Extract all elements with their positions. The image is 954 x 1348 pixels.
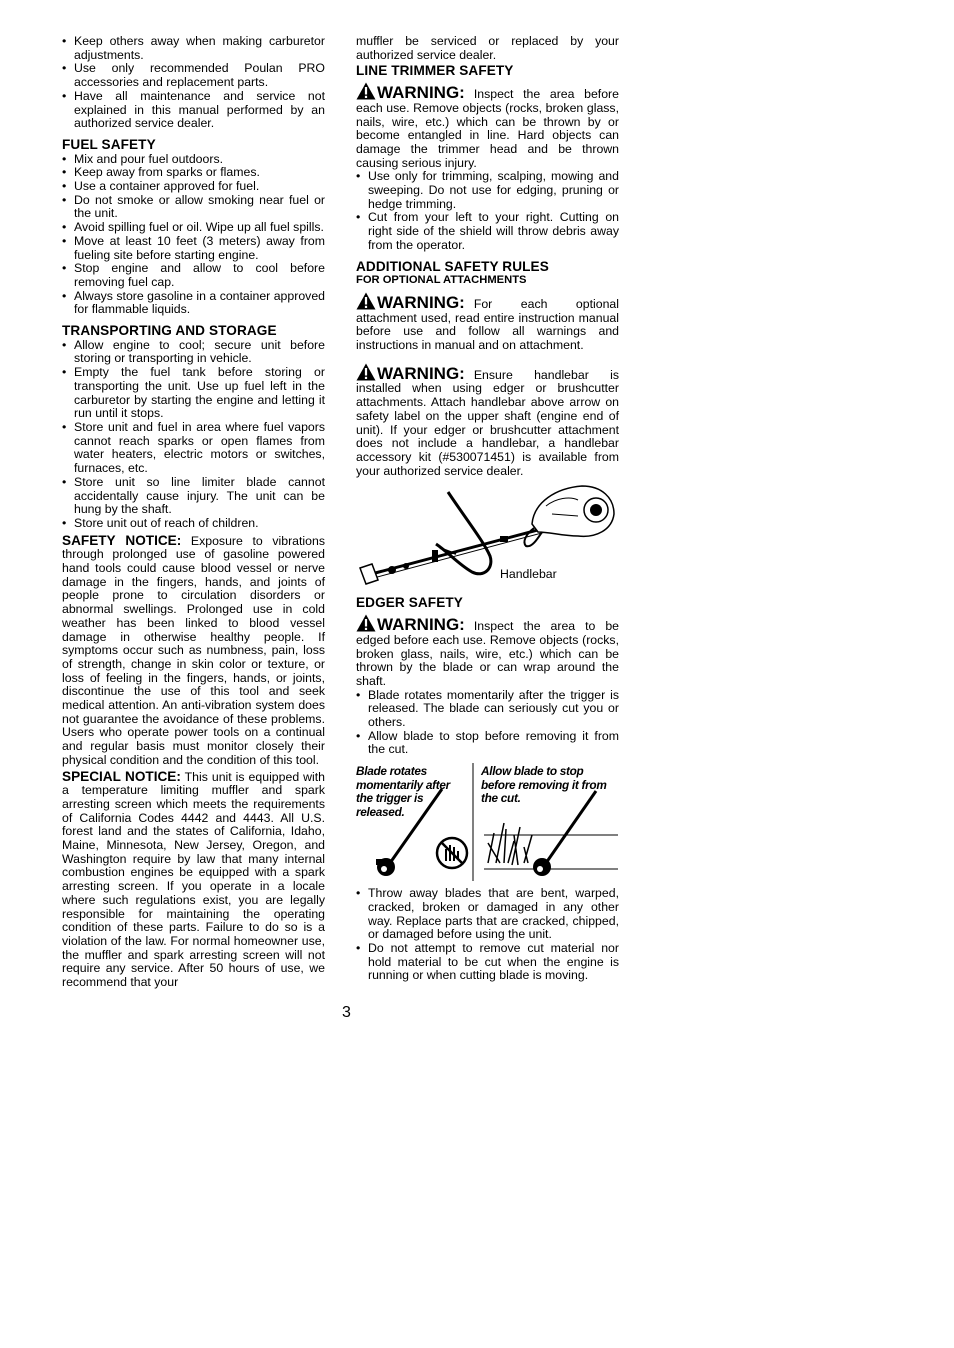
transport-storage-heading: TRANSPORTING AND STORAGE bbox=[62, 323, 277, 339]
list-item: • Have all maintenance and service not explained in this manual performed by an authorized service dealer. bbox=[62, 90, 325, 131]
list-item: • Avoid spilling fuel or oil. Wipe up all fuel spills. bbox=[62, 221, 325, 235]
safety-notice-paragraph bbox=[62, 534, 325, 768]
edger-warning bbox=[356, 614, 619, 689]
handlebar-label: Handlebar bbox=[500, 567, 557, 582]
special-notice-text: This unit is equipped with a temperature limiting muffler and spark arresting screen which meets the requirements of California Codes 4442 and 4443. All U.S. forest land and the states of California, Idaho, Maine, Minnesota, New Jersey, Oregon, and Washington require by law that many internal combustion engines be equipped with a spark arresting screen. If you operate in a locale where such regulations exist, you are legally responsible for maintaining the operating condition of these parts. Failure to do so is a violation of the law. For normal homeowner use, the muffler and spark arresting screen will not require any service. After 50 hours of use, we recommend that your bbox=[62, 769, 326, 990]
list-item: • Do not attempt to remove cut material nor hold material to be cut when the engine is running or when cutting blade is moving. bbox=[356, 942, 619, 983]
intro-bullet-list bbox=[62, 35, 325, 131]
edger-caption-left: Blade rotates momentarily after the trigger is released. bbox=[356, 764, 450, 819]
warning-text: Inspect the area to be edged before each use. Remove objects (rocks, broken glass, nails, wire, etc.) which can be thrown by the blade or can wrap around the shaft. bbox=[356, 619, 619, 688]
additional-rules-heading: ADDITIONAL SAFETY RULES bbox=[356, 258, 549, 274]
list-item: • Use only for trimming, scalping, mowing and sweeping. Do not use for edging, pruning or hedge trimming. bbox=[356, 170, 619, 211]
safety-notice-lead: SAFETY NOTICE: bbox=[62, 532, 182, 548]
edger-drawing bbox=[356, 763, 619, 887]
line-trimmer-list bbox=[356, 170, 619, 252]
list-item: • Mix and pour fuel outdoors. bbox=[62, 153, 325, 167]
warning-triangle-icon bbox=[356, 363, 376, 381]
special-notice-paragraph bbox=[62, 770, 325, 990]
handlebar-illustration bbox=[356, 484, 619, 594]
line-trimmer-heading: LINE TRIMMER SAFETY bbox=[356, 63, 514, 79]
left-column bbox=[62, 35, 325, 990]
list-item: • Use a container approved for fuel. bbox=[62, 180, 325, 194]
warning-triangle-icon bbox=[356, 292, 376, 310]
warning-label: WARNING: bbox=[377, 615, 465, 635]
trimmer-handlebar-drawing bbox=[356, 484, 619, 594]
page-number: 3 bbox=[342, 1004, 351, 1021]
edger-caption-right: Allow blade to stop before removing it from the cut. bbox=[481, 764, 607, 806]
line-trimmer-warning bbox=[356, 82, 619, 170]
list-item: • Move at least 10 feet (3 meters) away from fueling site before starting engine. bbox=[62, 235, 325, 262]
additional-rules-subheading: FOR OPTIONAL ATTACHMENTS bbox=[356, 274, 527, 287]
special-notice-lead: SPECIAL NOTICE: bbox=[62, 768, 181, 784]
list-item: • Store unit out of reach of children. bbox=[62, 517, 325, 531]
warning-text: For each optional attachment used, read entire instruction manual before use and follow all warnings and instructions in manual and on attachment. bbox=[356, 296, 619, 353]
list-item: • Allow engine to cool; secure unit before storing or transporting in vehicle. bbox=[62, 339, 325, 366]
continuation-paragraph: muffler be serviced or replaced by your authorized service dealer. bbox=[356, 34, 619, 62]
fuel-safety-list bbox=[62, 153, 325, 317]
warning-label: WARNING: bbox=[377, 292, 465, 312]
attachment-warning-1 bbox=[356, 292, 619, 353]
transport-storage-list bbox=[62, 339, 325, 531]
list-item: • Allow blade to stop before removing it from the cut. bbox=[356, 730, 619, 757]
list-item: • Throw away blades that are bent, warped, cracked, broken or damaged in any other way. Replace parts that are cracked, chipped, or damaged before using the unit. bbox=[356, 887, 619, 942]
list-item: • Do not smoke or allow smoking near fuel or the unit. bbox=[62, 194, 325, 221]
list-item: • Blade rotates momentarily after the trigger is released. The blade can seriously cut you or others. bbox=[356, 689, 619, 730]
warning-triangle-icon bbox=[356, 82, 376, 100]
warning-label: WARNING: bbox=[377, 83, 465, 103]
list-item: • Use only recommended Poulan PRO accessories and replacement parts. bbox=[62, 62, 325, 89]
list-item: • Keep others away when making carburetor adjustments. bbox=[62, 35, 325, 62]
right-column bbox=[356, 35, 619, 983]
list-item: • Keep away from sparks or flames. bbox=[62, 166, 325, 180]
list-item: • Always store gasoline in a container approved for flammable liquids. bbox=[62, 290, 325, 317]
list-item: • Stop engine and allow to cool before removing fuel cap. bbox=[62, 262, 325, 289]
warning-triangle-icon bbox=[356, 614, 376, 632]
edger-list-after bbox=[356, 887, 619, 983]
edger-list bbox=[356, 689, 619, 758]
list-item: • Empty the fuel tank before storing or transporting the unit. Use up fuel left in the carburetor by starting the engine and letting it run until it stops. bbox=[62, 366, 325, 421]
warning-text: Ensure handlebar is installed when using edger or brushcutter attachments. Attach handlebar above arrow on safety label on the upper shaft (engine end of unit). If your edger or brushcutter attachment does not include a handlebar, a handlebar accessory kit (#530071451) is available from your authorized service dealer. bbox=[356, 367, 619, 478]
fuel-safety-heading: FUEL SAFETY bbox=[62, 136, 156, 152]
warning-label: WARNING: bbox=[377, 363, 465, 383]
edger-safety-heading: EDGER SAFETY bbox=[356, 595, 463, 611]
warning-text: Inspect the area before each use. Remove objects (rocks, broken glass, nails, wire, etc.) which can be thrown by or become entangled in line. Hard objects can damage the trimmer head and be thrown causing serious injury. bbox=[356, 87, 619, 170]
edger-illustration bbox=[356, 763, 619, 887]
attachment-warning-2 bbox=[356, 363, 619, 479]
list-item: • Store unit so line limiter blade cannot accidentally cause injury. The unit can be hung by the shaft. bbox=[62, 476, 325, 517]
safety-notice-text: Exposure to vibrations through prolonged use of gasoline powered hand tools could cause blood vessel or nerve damage in the fingers, hands, and joints of people prone to circulation disorders or abnormal swellings. Prolonged use in cold weather has been linked to blood vessel damage in otherwise healthy people. If symptoms occur such as numbness, pain, loss of strength, change in skin color or texture, or loss of feeling in the fingers, hands, or joints, discontinue the use of this tool and seek medical attention. An anti-vibration system does not guarantee the avoidance of these problems. Users who operate power tools on a continual and regular basis must monitor closely their physical condition and the condition of this tool. bbox=[62, 533, 325, 767]
list-item: • Store unit and fuel in area where fuel vapors cannot reach sparks or open flames from water heaters, electric motors or switches, furnaces, etc. bbox=[62, 421, 325, 476]
list-item: • Cut from your left to your right. Cutting on right side of the shield will throw debris away from the operator. bbox=[356, 211, 619, 252]
